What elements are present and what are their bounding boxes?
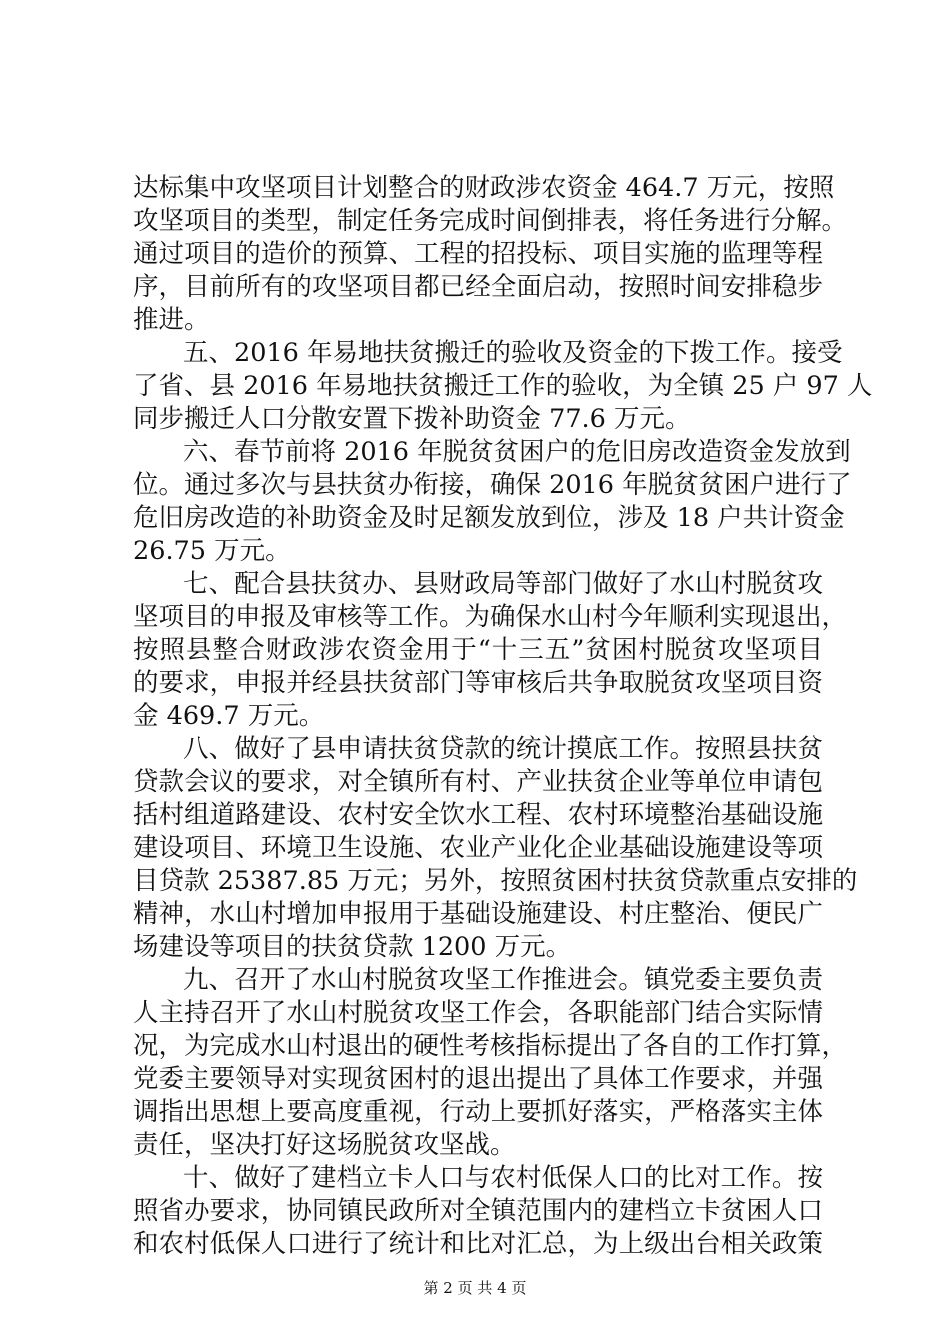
body-text-line: 调指出思想上要高度重视，行动上要抓好落实，严格落实主体: [133, 1097, 823, 1127]
paragraph-first-line: 八、做好了县申请扶贫贷款的统计摸底工作。按照县扶贫: [183, 734, 823, 764]
paragraph-first-line: 九、召开了水山村脱贫攻坚工作推进会。镇党委主要负责: [183, 965, 823, 995]
body-text-line: 危旧房改造的补助资金及时足额发放到位，涉及 18 户共计资金: [133, 503, 845, 533]
body-text-line: 通过项目的造价的预算、工程的招投标、项目实施的监理等程: [133, 239, 823, 269]
body-text-line: 精神，水山村增加申报用于基础设施建设、村庄整治、便民广: [133, 899, 823, 929]
paragraph-first-line: 六、春节前将 2016 年脱贫贫困户的危旧房改造资金发放到: [183, 437, 851, 467]
body-text-line: 26.75 万元。: [133, 536, 291, 566]
paragraph-first-line: 十、做好了建档立卡人口与农村低保人口的比对工作。按: [183, 1163, 823, 1193]
body-text-line: 攻坚项目的类型，制定任务完成时间倒排表，将任务进行分解。: [133, 206, 848, 236]
paragraph-first-line: 七、配合县扶贫办、县财政局等部门做好了水山村脱贫攻: [183, 569, 823, 599]
body-text-line: 推进。: [133, 305, 210, 335]
body-text-line: 人主持召开了水山村脱贫攻坚工作会，各职能部门结合实际情: [133, 998, 823, 1028]
body-text-line: 场建设等项目的扶贫贷款 1200 万元。: [133, 932, 572, 962]
body-text-line: 了省、县 2016 年易地扶贫搬迁工作的验收，为全镇 25 户 97 人: [133, 371, 873, 401]
body-text-line: 党委主要领导对实现贫困村的退出提出了具体工作要求，并强: [133, 1064, 823, 1094]
body-text-line: 目贷款 25387.85 万元；另外，按照贫困村扶贫贷款重点安排的: [133, 866, 858, 896]
body-text-line: 同步搬迁人口分散安置下拨补助资金 77.6 万元。: [133, 404, 691, 434]
body-text-line: 建设项目、环境卫生设施、农业产业化企业基础设施建设等项: [133, 833, 823, 863]
body-text-line: 和农村低保人口进行了统计和比对汇总，为上级出台相关政策: [133, 1229, 823, 1259]
body-text-line: 按照县整合财政涉农资金用于“十三五”贫困村脱贫攻坚项目: [133, 635, 823, 665]
body-text-line: 金 469.7 万元。: [133, 701, 325, 731]
body-text-line: 责任，坚决打好这场脱贫攻坚战。: [133, 1130, 516, 1160]
page-number-footer: 第 2 页 共 4 页: [423, 1279, 527, 1297]
body-text-line: 坚项目的申报及审核等工作。为确保水山村今年顺利实现退出，: [133, 602, 848, 632]
body-text-line: 括村组道路建设、农村安全饮水工程、农村环境整治基础设施: [133, 800, 823, 830]
body-text-line: 况，为完成水山村退出的硬性考核指标提出了各自的工作打算，: [133, 1031, 848, 1061]
paragraph-first-line: 五、2016 年易地扶贫搬迁的验收及资金的下拨工作。接受: [183, 338, 843, 368]
body-text-line: 达标集中攻坚项目计划整合的财政涉农资金 464.7 万元，按照: [133, 173, 835, 203]
body-text-line: 照省办要求，协同镇民政所对全镇范围内的建档立卡贫困人口: [133, 1196, 823, 1226]
body-text-line: 贷款会议的要求，对全镇所有村、产业扶贫企业等单位申请包: [133, 767, 823, 797]
body-text-line: 序，目前所有的攻坚项目都已经全面启动，按照时间安排稳步: [133, 272, 823, 302]
body-text-line: 位。通过多次与县扶贫办衔接，确保 2016 年脱贫贫困户进行了: [133, 470, 852, 500]
body-text-line: 的要求，申报并经县扶贫部门等审核后共争取脱贫攻坚项目资: [133, 668, 823, 698]
